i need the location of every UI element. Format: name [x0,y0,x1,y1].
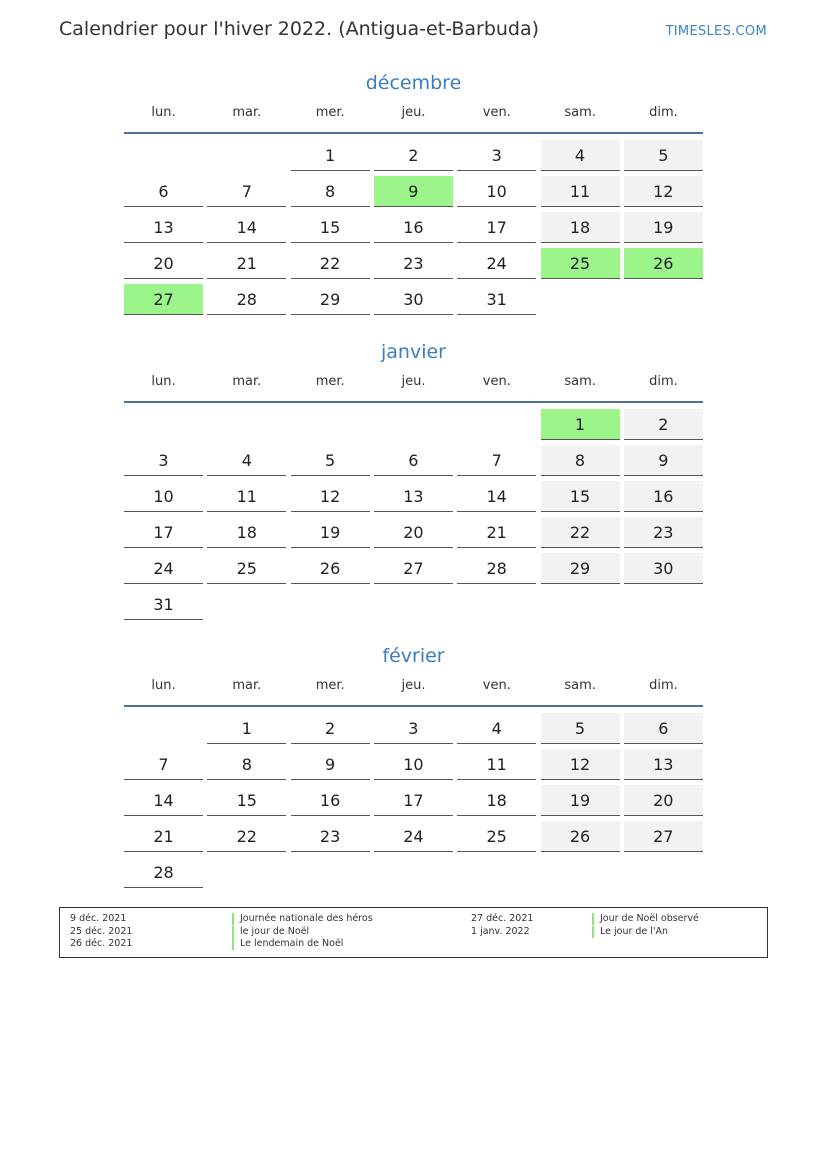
day-cell: 8 [207,749,286,780]
day-cell: 29 [541,553,620,584]
day-cell: 10 [457,176,536,207]
weekday-label: dim. [649,678,678,693]
weekday-label: mar. [232,678,262,693]
weekday-header [124,104,703,134]
weekday-label: jeu. [401,374,426,389]
day-cell: 27 [624,821,703,852]
day-cell: 26 [624,248,703,279]
day-cell: 12 [291,481,370,512]
weekday-label: ven. [482,374,511,389]
month-february [124,643,703,882]
day-cell: 28 [207,284,286,315]
day-cell: 9 [291,749,370,780]
day-cell: 4 [457,713,536,744]
weekday-label: lun. [151,678,176,693]
day-cell: 22 [541,517,620,548]
day-cell: 17 [124,517,203,548]
day-cell: 21 [124,821,203,852]
day-cell: 25 [457,821,536,852]
day-cell: 26 [291,553,370,584]
day-cell: 27 [124,284,203,315]
month-title: décembre [365,72,462,94]
weekday-label: jeu. [401,678,426,693]
day-cell: 10 [374,749,453,780]
day-cell: 24 [374,821,453,852]
day-cell: 11 [457,749,536,780]
day-cell: 28 [457,553,536,584]
day-cell: 20 [374,517,453,548]
day-cell: 26 [541,821,620,852]
month-title: février [382,645,445,667]
legend-date: 1 janv. 2022 [471,926,530,937]
page-header [59,18,767,48]
weekday-label: ven. [482,678,511,693]
day-cell: 14 [457,481,536,512]
day-cell: 30 [374,284,453,315]
month-january [124,339,703,614]
weekday-label: mer. [315,105,345,120]
header-rule [124,401,703,403]
weekday-label: ven. [482,105,511,120]
day-cell: 18 [541,212,620,243]
weekday-label: lun. [151,374,176,389]
day-cell: 21 [457,517,536,548]
legend-holiday-name: Jour de Noël observé [592,913,699,925]
header-rule [124,132,703,134]
day-cell: 5 [624,140,703,171]
day-cell: 23 [624,517,703,548]
day-cell: 15 [541,481,620,512]
day-cell: 1 [207,713,286,744]
holiday-legend [59,907,768,958]
legend-date: 9 déc. 2021 [70,913,127,924]
day-cell: 14 [124,785,203,816]
day-cell: 13 [624,749,703,780]
day-cell: 18 [207,517,286,548]
day-cell: 10 [124,481,203,512]
month-title: janvier [381,341,446,363]
weekday-label: sam. [564,374,596,389]
day-cell: 27 [374,553,453,584]
day-cell: 31 [457,284,536,315]
weekday-label: sam. [564,678,596,693]
day-cell: 20 [124,248,203,279]
weekday-header [124,677,703,707]
day-cell: 1 [541,409,620,440]
weekday-label: sam. [564,105,596,120]
day-cell: 19 [541,785,620,816]
day-cell: 25 [207,553,286,584]
day-cell: 3 [374,713,453,744]
day-cell: 25 [541,248,620,279]
weekday-label: mer. [315,678,345,693]
day-cell: 19 [624,212,703,243]
legend-holiday-name: Journée nationale des héros [232,913,373,925]
month-december [124,70,703,309]
day-cell: 3 [457,140,536,171]
day-cell: 6 [124,176,203,207]
day-cell: 1 [291,140,370,171]
day-cell: 22 [207,821,286,852]
brand-link[interactable]: TIMESLES.COM [665,24,767,39]
page-title: Calendrier pour l'hiver 2022. (Antigua-et-Barbuda) [59,18,540,40]
weekday-label: mar. [232,105,262,120]
legend-holiday-name: le jour de Noël [232,926,309,938]
day-cell: 29 [291,284,370,315]
day-cell: 16 [624,481,703,512]
day-cell: 2 [374,140,453,171]
day-cell: 7 [207,176,286,207]
day-cell: 24 [457,248,536,279]
day-cell: 31 [124,589,203,620]
weekday-label: mar. [232,374,262,389]
day-cell: 11 [207,481,286,512]
day-cell: 4 [207,445,286,476]
day-cell: 30 [624,553,703,584]
day-cell: 23 [374,248,453,279]
day-cell: 14 [207,212,286,243]
day-cell: 12 [541,749,620,780]
day-cell: 28 [124,857,203,888]
weekday-label: dim. [649,374,678,389]
day-cell: 18 [457,785,536,816]
legend-date: 27 déc. 2021 [471,913,534,924]
day-cell: 15 [291,212,370,243]
day-cell: 3 [124,445,203,476]
day-cell: 7 [124,749,203,780]
header-rule [124,705,703,707]
day-cell: 21 [207,248,286,279]
day-cell: 17 [374,785,453,816]
day-cell: 16 [374,212,453,243]
day-cell: 8 [291,176,370,207]
day-cell: 17 [457,212,536,243]
day-cell: 16 [291,785,370,816]
day-cell: 4 [541,140,620,171]
day-cell: 2 [624,409,703,440]
day-cell: 13 [124,212,203,243]
day-cell: 5 [541,713,620,744]
weekday-label: lun. [151,105,176,120]
day-cell: 2 [291,713,370,744]
day-cell: 6 [374,445,453,476]
day-cell: 19 [291,517,370,548]
day-cell: 12 [624,176,703,207]
weekday-label: dim. [649,105,678,120]
day-cell: 8 [541,445,620,476]
day-cell: 9 [624,445,703,476]
day-cell: 13 [374,481,453,512]
day-cell: 22 [291,248,370,279]
day-cell: 5 [291,445,370,476]
legend-date: 25 déc. 2021 [70,926,133,937]
day-cell: 6 [624,713,703,744]
day-cell: 11 [541,176,620,207]
legend-date: 26 déc. 2021 [70,938,133,949]
day-cell: 20 [624,785,703,816]
day-cell: 9 [374,176,453,207]
day-cell: 15 [207,785,286,816]
legend-holiday-name: Le lendemain de Noël [232,938,343,950]
day-cell: 24 [124,553,203,584]
day-cell: 23 [291,821,370,852]
weekday-label: jeu. [401,105,426,120]
legend-holiday-name: Le jour de l'An [592,926,668,938]
weekday-header [124,373,703,403]
day-cell: 7 [457,445,536,476]
weekday-label: mer. [315,374,345,389]
